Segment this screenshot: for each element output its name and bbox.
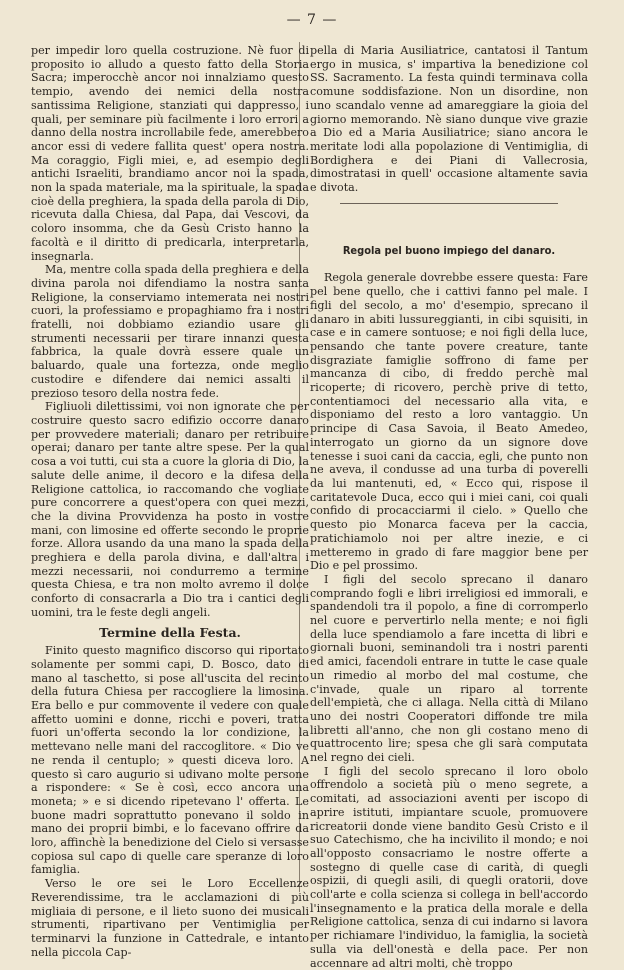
right-paragraph-1: pella di Maria Ausiliatrice, cantatosi il Tantum ergo in musica, s' impartiva la benedizione col SS. Sacramento. La festa quindi terminava colla comune soddisfazione. Non un disordine, non uno scandalo venne ad amareggiare la gioia del giorno memorando. Nè siano dunque vive grazie a Dio ed a Maria Ausiliatrice; siano ancora le meritate lodi alla popolazione di Ventimiglia, di Bordighera e dei Piani di Vallecrosia, dimostratasi in quell' occasione altamente savia e divota.	[310, 44, 588, 195]
left-paragraph-2: Ma, mentre colla spada della preghiera e della divina parola noi difendiamo la nostra santa Religione, la conserviamo intemerata nei nostri cuori, la professiamo e propaghiamo fra i nostri fratelli, noi dobbiamo eziandio usare gli strumenti necessarii per tirare innanzi questa fabbrica, la quale dovrà essere quale un baluardo, quale una fortezza, onde meglio custodire e difendere dai nemici assalti il prezioso tesoro della nostra fede.	[31, 263, 309, 400]
page-number: — 7 —	[286, 12, 338, 28]
right-paragraph-4: I figli del secolo sprecano il loro obolo offrendolo a società più o meno segrete, a comitati, ad associazioni aventi per iscopo di aprire istituti, impiantare scuole, promuovere ricreatorii donde viene bandito Gesù Cristo e il suo Catechismo, che ha incivilito il mondo; e noi all'opposto consacriamo le nostre offerte a sostegno di quelle case di carità, di quegli ospizii, di quegli asili, di quegli oratorii, dove coll'arte e colla scienza si collega in bell'accordo l'insegnamento e la pratica della morale e della Religione cattolica, senza di cui indarno si lavora per richiamare l'individuo, la famiglia, la società sulla via dell'onestà e della pace. Per non accennare ad altri molti, chè troppo	[310, 764, 588, 970]
section-heading-regola: Regola pel buono impiego del danaro.	[342, 243, 556, 257]
right-paragraph-3: I figli del secolo sprecano il danaro comprando fogli e libri irreligiosi ed immorali, e spandendoli tra il popolo, a fine di corromperlo nel cuore e pervertirlo nella mente; e noi figli della luce spendiamolo a fare incetta di libri e giornali buoni, seminandoli tra i nostri parenti ed amici, facendoli entrare in tutte le case quale un rimedio al morbo del mal costume, che c'invade, quale un riparo al torrente dell'empietà, che ci allaga. Nella città di Milano uno dei nostri Cooperatori diffonde tre mila libretti all'anno, che non gli costano meno di quattrocento lire; spesa che gli sarà computata nel regno dei cieli.	[310, 572, 588, 765]
right-column	[310, 44, 588, 970]
section-heading-termine: Termine della Festa.	[99, 624, 241, 640]
right-paragraph-2: Regola generale dovrebbe essere questa: Fare pel bene quello, che i cattivi fanno pel male. I figli del secolo, a mo' d'esempio, sprecano il danaro in abiti lussureggianti, in cibi squisiti, in case e in camere sontuose; e noi figli della luce, pensando che tante povere creature, tante disgraziate famiglie soffrono di fame per mancanza di cibo, di freddo perchè mal ricoperte; di ricovero, perchè prive di tetto, contentiamoci del necessario alla vita, e disponiamo del resto a loro vantaggio. Un principe di Casa Savoia, il Beato Amedeo, interrogato un giorno da un signore dove tenesse i suoi cani da caccia, egli, che punto non ne aveva, il condusse ad una turba di poverelli da lui mantenuti, ed, « Ecco qui, rispose il caritatevole Duca, ecco qui i miei cani, coi quali confido di procacciarmi il cielo. » Quello che questo pio Monarca faceva per la caccia, pratichiamolo noi per altre inezie, e ci metteremo in grado di fare maggior bene per Dio e pel prossimo.	[310, 271, 588, 573]
left-paragraph-1: per impedir loro quella costruzione. Nè fuor di proposito io alludo a questo fatto della Storia Sacra; imperocchè ancor noi innalziamo questo tempio, avendo dei nemici della nostra santissima Religione, stanziati qui dappresso, i quali, per seminare più facilmente i loro errori a danno della nostra incrollabile fede, amerebbero ancor essi di vedere fallita quest' opera nostra. Ma coraggio, Figli miei, e, ad esempio degli antichi Israeliti, brandiamo ancor noi la spada, non la spada materiale, ma la spirituale, la spada cioè della preghiera, la spada della parola di Dio, ricevuta dalla Chiesa, dal Papa, dai Vescovi, da coloro insomma, che da Gesù Cristo hanno la facoltà e il diritto di predicarla, interpretarla, insegnarla.	[31, 44, 309, 263]
left-paragraph-4: Finito questo magnifico discorso qui riportato solamente per sommi capi, D. Bosco, dato di mano al taschetto, si pose all'uscita del recinto della futura Chiesa per raccogliere la limosina. Era bello e pur commovente il vedere con quale affetto uomini e donne, ricchi e poveri, tratta fuori un'offerta secondo la lor condizione, la mettevano nelle mani del raccoglitore. « Dio ve ne renda il centuplo; » questi diceva loro. A questo sì caro augurio si udivano molte persone a rispondere: « Se è così, ecco ancora una moneta; » e si dicendo ripetevano l' offerta. Le buone madri soprattutto ponevano il soldo in mano dei proprii bimbi, e lo facevano offrire da loro, affinchè la benedizione del Cielo si versasse copiosa sul capo di quelle care speranze di loro famiglia.	[31, 644, 309, 877]
section-rule	[340, 203, 558, 204]
left-paragraph-3: Figliuoli dilettissimi, voi non ignorate che per costruire questo sacro edifizio occorre danaro per provvedere materiali; danaro per retribuire operai; danaro per tante altre spese. Per la qual cosa a voi tutti, cui sta a cuore la gloria di Dio, la salute delle anime, il decoro e la difesa della Religione cattolica, io raccomando che vogliate pure concorrere a quest'opera con quei mezzi, che la divina Provvidenza ha posto in vostre mani, con limosine ed offerte secondo le proprie forze. Allora usando da una mano la spada della preghiera e della parola divina, e dall'altra i mezzi necessarii, noi condurremo a termine questa Chiesa, e tra non molto avremo il dolce conforto di consacrarla a Dio tra i cantici degli uomini, tra le feste degli angeli.	[31, 400, 309, 619]
left-paragraph-5: Verso le ore sei le Loro Eccellenze Reverendissime, tra le acclamazioni di più migliaia di persone, e il lieto suono dei musicali strumenti, ripartivano per Ventimiglia per terminarvi la funzione in Cattedrale, e intanto nella piccola Cap-	[31, 877, 309, 959]
left-column	[31, 44, 309, 959]
